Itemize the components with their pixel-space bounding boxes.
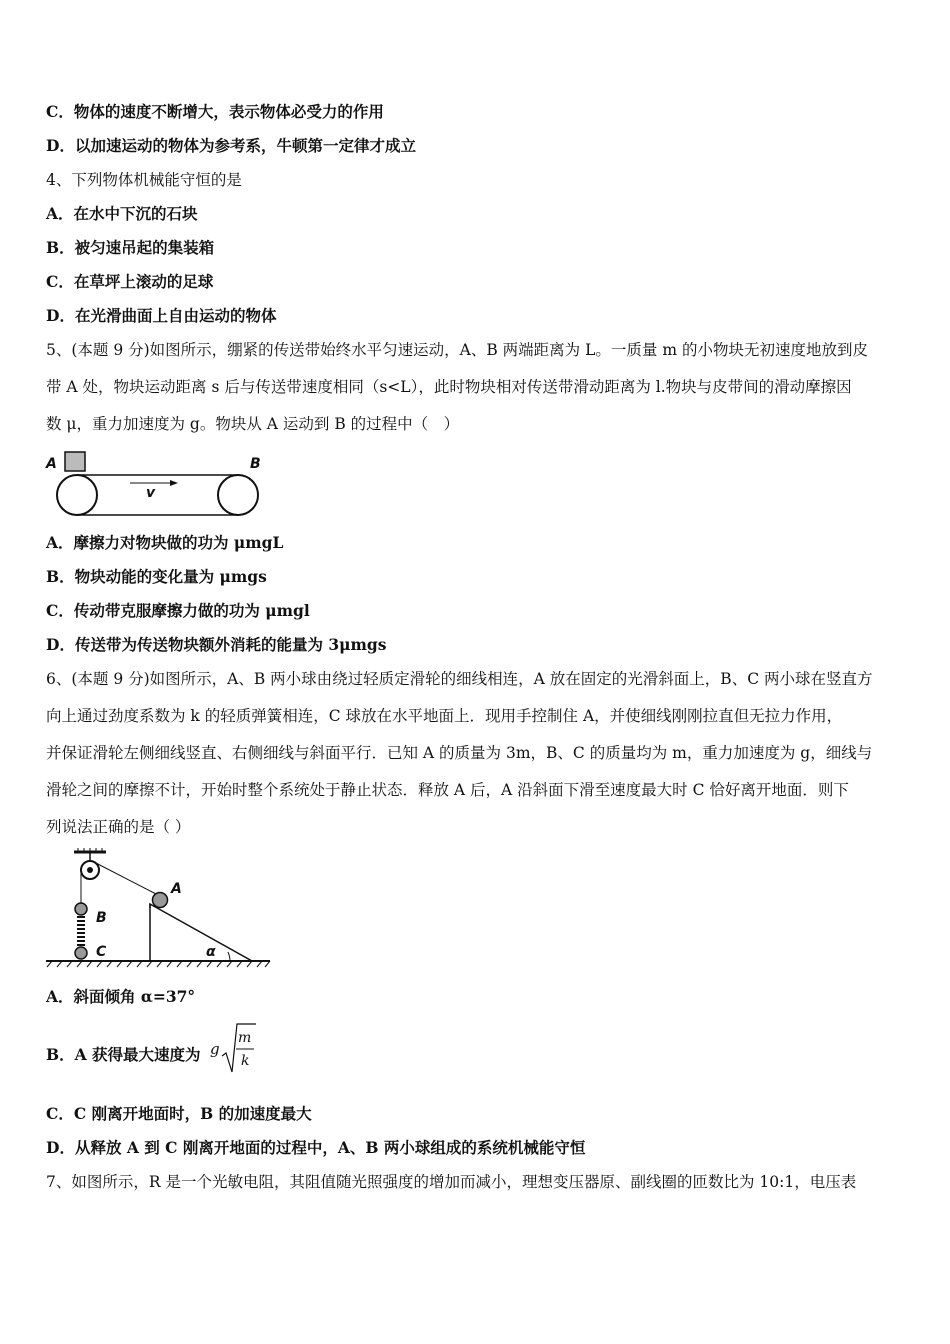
q6-option-a: A．斜面倾角 α=37° [46, 987, 196, 1006]
conveyor-belt-figure [44, 450, 266, 522]
left-pulley [57, 475, 97, 515]
question-5-stem-line1: 5、(本题 9 分)如图所示，绷紧的传送带始终水平匀速运动，A、B 两端距离为 L。一质量 m 的小物块无初速度地放到皮 [46, 341, 868, 359]
ball-c-icon [75, 947, 87, 959]
incline-icon [150, 904, 252, 961]
right-pulley [218, 475, 258, 515]
ball-b-icon [75, 903, 87, 915]
q6-option-d: D．从释放 A 到 C 刚离开地面的过程中，A、B 两小球组成的系统机械能守恒 [46, 1138, 586, 1157]
fig-label-alpha: α [206, 944, 216, 960]
question-6-stem-line4: 滑轮之间的摩擦不计，开始时整个系统处于静止状态．释放 A 后，A 沿斜面下滑至速度最大时 C 恰好离开地面．则下 [46, 781, 849, 799]
q4-option-a: A．在水中下沉的石块 [46, 204, 198, 223]
fig-label-b: B [96, 910, 107, 926]
formula-denominator: k [241, 1053, 250, 1069]
formula-g-sqrt-m-over-k [208, 1020, 260, 1076]
question-4-stem: 4、下列物体机械能守恒的是 [46, 171, 242, 189]
q4-option-b: B．被匀速吊起的集装箱 [46, 238, 215, 257]
question-6-stem-line5: 列说法正确的是（ ） [46, 818, 191, 836]
q5-option-b: B．物块动能的变化量为 μmgs [46, 567, 267, 586]
q6-option-b: B．A 获得最大速度为 [46, 1045, 201, 1064]
question-5-stem-line2: 带 A 处，物块运动距离 s 后与传送带速度相同（s<L），此时物块相对传送带滑动距离为 l.物块与皮带间的滑动摩擦因 [46, 378, 852, 396]
q5-option-c: C．传动带克服摩擦力做的功为 μmgl [46, 601, 310, 620]
spring-icon [77, 917, 85, 945]
question-6-stem-line1: 6、(本题 9 分)如图所示，A、B 两小球由绕过轻质定滑轮的细线相连，A 放在固定的光滑斜面上，B、C 两小球在竖直方 [46, 670, 873, 688]
q5-option-a: A．摩擦力对物块做的功为 μmgL [46, 533, 284, 552]
formula-numerator: m [238, 1030, 252, 1046]
ball-a-icon [153, 893, 168, 908]
option-d-previous: D．以加速运动的物体为参考系，牛顿第一定律才成立 [46, 136, 416, 155]
question-7-stem-line1: 7、如图所示，R 是一个光敏电阻，其阻值随光照强度的增加而减小，理想变压器原、副线圈的匝数比为 10:1，电压表 [46, 1173, 857, 1191]
question-5-stem-line3: 数 μ，重力加速度为 g。物块从 A 运动到 B 的过程中（ ） [46, 415, 460, 433]
block-icon [65, 452, 85, 471]
fig-label-b: B [250, 456, 261, 472]
q6-option-c: C．C 刚离开地面时，B 的加速度最大 [46, 1104, 312, 1123]
q5-option-d: D．传送带为传送物块额外消耗的能量为 3μmgs [46, 635, 387, 654]
question-6-stem-line3: 并保证滑轮左侧细线竖直、右侧细线与斜面平行．已知 A 的质量为 3m，B、C 的质量均为 m，重力加速度为 g，细线与 [46, 744, 873, 762]
fig-label-a: A [171, 881, 182, 897]
incline-pulley-figure [44, 848, 274, 970]
q4-option-c: C．在草坪上滚动的足球 [46, 272, 214, 291]
option-c-previous: C．物体的速度不断增大，表示物体必受力的作用 [46, 102, 384, 121]
formula-g: g [210, 1040, 220, 1058]
fig-label-v: v [146, 485, 156, 501]
question-6-stem-line2: 向上通过劲度系数为 k 的轻质弹簧相连，C 球放在水平地面上．现用手控制住 A，并使细线刚刚拉直但无拉力作用， [46, 707, 843, 725]
fig-label-a: A [46, 456, 57, 472]
fig-label-c: C [96, 944, 107, 960]
q4-option-d: D．在光滑曲面上自由运动的物体 [46, 306, 277, 325]
